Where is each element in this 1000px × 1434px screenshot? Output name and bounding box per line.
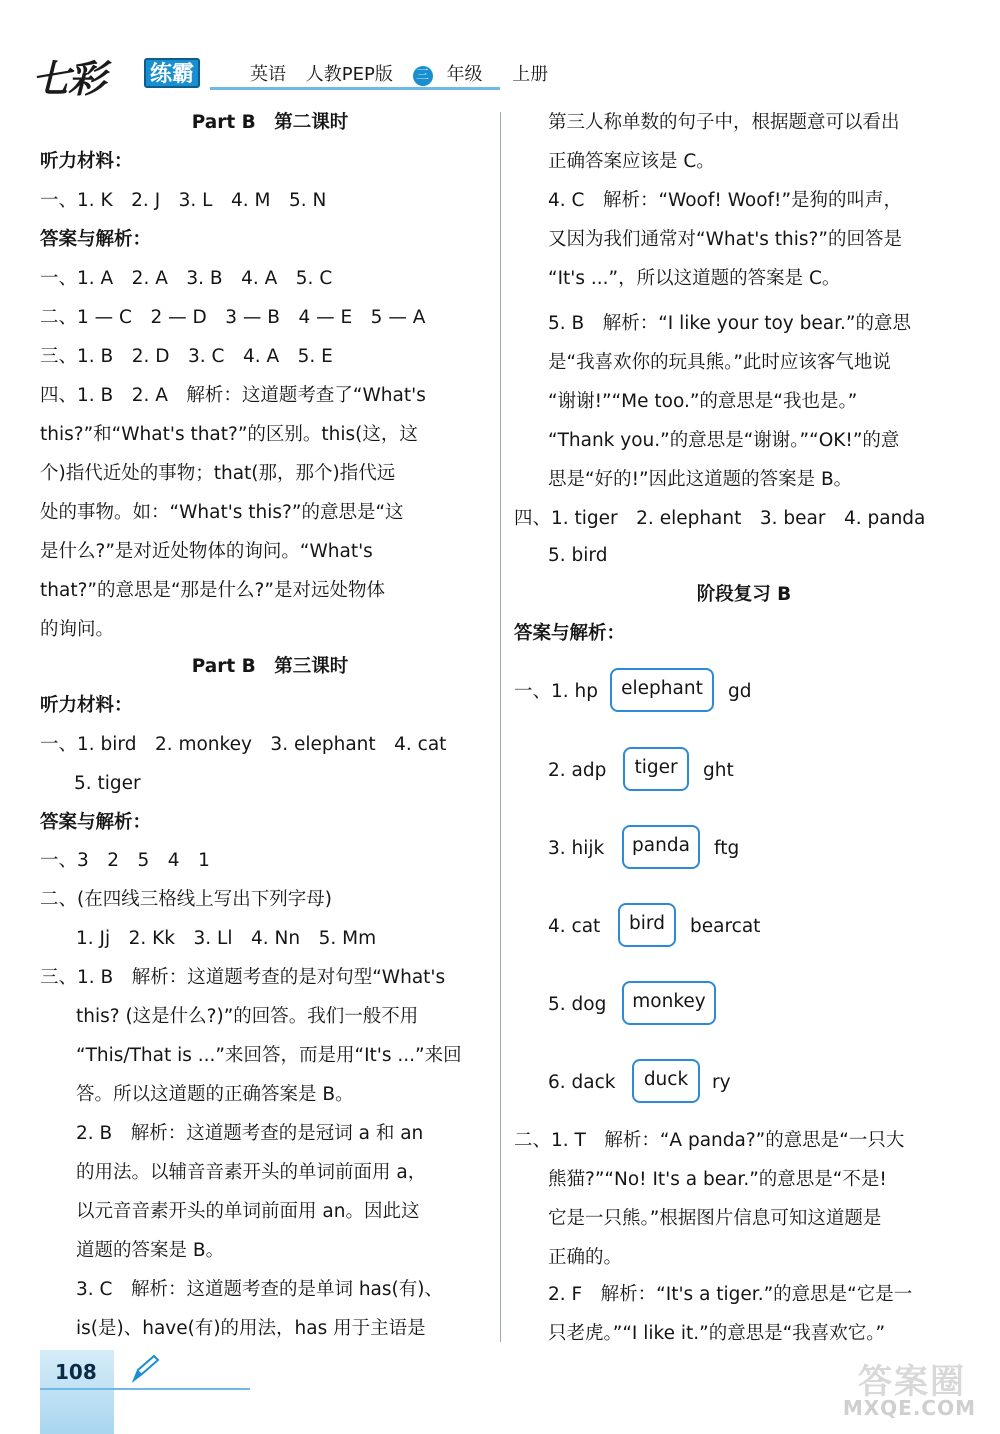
answer-box: tiger bbox=[623, 747, 689, 791]
answer-suffix: ght bbox=[703, 760, 734, 781]
section-label: 答案与解析： bbox=[40, 229, 152, 250]
answer-box: elephant bbox=[610, 668, 714, 712]
text-line: 是什么?”是对近处物体的询问。“What's bbox=[40, 541, 373, 562]
answer-suffix: ftg bbox=[714, 838, 740, 859]
answer-box: duck bbox=[632, 1059, 700, 1103]
grade-label: 年级 bbox=[446, 64, 483, 85]
text-line: 四、1. B 2. A 解析：这道题考查了“What's bbox=[40, 385, 426, 406]
logo bbox=[32, 48, 207, 101]
text-line: that?”的意思是“那是什么?”是对远处物体 bbox=[40, 580, 385, 601]
text-line: 正确的。 bbox=[548, 1247, 623, 1268]
text-line: 第三人称单数的句子中，根据题意可以看出 bbox=[548, 112, 900, 133]
subject-label: 英语 bbox=[250, 64, 286, 85]
text-line: 它是一只熊。”根据图片信息可知这道题是 bbox=[548, 1208, 882, 1229]
text-line: 一、1. bird 2. monkey 3. elephant 4. cat bbox=[40, 734, 447, 755]
answer-box: monkey bbox=[622, 981, 716, 1025]
answer-prefix: 一、1. hp bbox=[514, 681, 598, 702]
pencil-icon bbox=[128, 1352, 162, 1386]
text-line: 四、1. tiger 2. elephant 3. bear 4. panda bbox=[514, 508, 926, 529]
answer-box: panda bbox=[622, 825, 700, 869]
text-line: 一、3 2 5 4 1 bbox=[40, 850, 210, 871]
text-line: 三、1. B 解析：这道题考查的是对句型“What's bbox=[40, 967, 446, 988]
header-rule bbox=[210, 87, 500, 90]
text-line: “Thank you.”的意思是“谢谢。”“OK!”的意 bbox=[548, 430, 900, 451]
text-line: is(是)、have(有)的用法，has 用于主语是 bbox=[76, 1318, 426, 1339]
text-line: 的询问。 bbox=[40, 619, 115, 640]
text-line: this?”和“What's that?”的区别。this(这，这 bbox=[40, 424, 418, 445]
text-line: “谢谢!”“Me too.”的意思是“我也是。” bbox=[548, 391, 858, 412]
book-title bbox=[250, 60, 562, 86]
text-line: 三、1. B 2. D 3. C 4. A 5. E bbox=[40, 346, 333, 367]
volume-label: 上册 bbox=[512, 64, 549, 85]
text-line: 道题的答案是 B。 bbox=[76, 1240, 225, 1261]
watermark-logo bbox=[826, 1354, 976, 1426]
text-line: 的用法。以辅音音素开头的单词前面用 a， bbox=[76, 1162, 427, 1183]
answer-suffix: gd bbox=[728, 681, 752, 702]
section-heading: Part B 第三课时 bbox=[191, 656, 349, 677]
text-line: 3. C 解析：这道题考查的是单词 has(有)、 bbox=[76, 1279, 443, 1300]
text-line: 是“我喜欢你的玩具熊。”此时应该客气地说 bbox=[548, 352, 891, 373]
logo-box-text: 练霸 bbox=[144, 58, 200, 88]
text-line: 二、1. T 解析：“A panda?”的意思是“一只大 bbox=[514, 1130, 905, 1151]
answer-prefix: 4. cat bbox=[548, 916, 601, 937]
logo-main-text: 七彩 bbox=[32, 56, 105, 101]
text-line: 正确答案应该是 C。 bbox=[548, 151, 715, 172]
page-number: 108 bbox=[55, 1360, 97, 1384]
grade-badge: 三 bbox=[413, 66, 433, 86]
footer-rule bbox=[40, 1388, 250, 1390]
watermark-text: 答案圈 bbox=[858, 1362, 966, 1402]
text-line: 个)指代近处的事物；that(那，那个)指代远 bbox=[40, 463, 396, 484]
text-line: 只老虎。”“I like it.”的意思是“我喜欢它。” bbox=[548, 1323, 886, 1344]
text-line: 1. Jj 2. Kk 3. Ll 4. Nn 5. Mm bbox=[76, 928, 377, 949]
answer-suffix: bearcat bbox=[690, 916, 761, 937]
text-line: 熊猫?”“No! It's a bear.”的意思是“不是! bbox=[548, 1169, 887, 1190]
section-label: 答案与解析： bbox=[514, 623, 626, 644]
text-line: this? (这是什么?)”的回答。我们一般不用 bbox=[76, 1006, 419, 1027]
text-line: 一、1. K 2. J 3. L 4. M 5. N bbox=[40, 190, 327, 211]
answer-box: bird bbox=[618, 903, 676, 947]
text-line: “It's ...”，所以这道题的答案是 C。 bbox=[548, 268, 841, 289]
answer-prefix: 5. dog bbox=[548, 994, 607, 1015]
section-label: 听力材料： bbox=[40, 151, 133, 172]
answer-prefix: 3. hijk bbox=[548, 838, 605, 859]
section-label: 答案与解析： bbox=[40, 812, 152, 833]
text-line: 处的事物。如：“What's this?”的意思是“这 bbox=[40, 502, 404, 523]
text-line: 答。所以这道题的正确答案是 B。 bbox=[76, 1084, 354, 1105]
page-header bbox=[0, 0, 1000, 100]
section-heading: Part B 第二课时 bbox=[191, 112, 349, 133]
text-line: 5. B 解析：“I like your toy bear.”的意思 bbox=[548, 313, 911, 334]
text-line: 2. B 解析：这道题考查的是冠词 a 和 an bbox=[76, 1123, 424, 1144]
text-line: 4. C 解析：“Woof! Woof!”是狗的叫声， bbox=[548, 190, 903, 211]
text-line: 又因为我们通常对“What's this?”的回答是 bbox=[548, 229, 902, 250]
section-label: 听力材料： bbox=[40, 695, 133, 716]
text-line: 二、1 — C 2 — D 3 — B 4 — E 5 — A bbox=[40, 307, 426, 328]
text-line: 一、1. A 2. A 3. B 4. A 5. C bbox=[40, 268, 333, 289]
watermark-url: MXQE.COM bbox=[842, 1396, 976, 1420]
text-line: 5. tiger bbox=[74, 773, 141, 794]
column-divider bbox=[500, 112, 501, 1342]
text-line: “This/That is ...”来回答，而是用“It's ...”来回 bbox=[76, 1045, 462, 1066]
answer-prefix: 2. adp bbox=[548, 760, 607, 781]
answer-prefix: 6. dack bbox=[548, 1072, 616, 1093]
section-heading: 阶段复习 B bbox=[696, 584, 792, 605]
text-line: 思是“好的!”因此这道题的答案是 B。 bbox=[548, 469, 853, 490]
text-line: 以元音音素开头的单词前面用 an。因此这 bbox=[76, 1201, 420, 1222]
text-line: 2. F 解析：“It's a tiger.”的意思是“它是一 bbox=[548, 1284, 913, 1305]
text-line: 5. bird bbox=[548, 545, 608, 566]
answer-suffix: ry bbox=[712, 1072, 731, 1093]
edition-label: 人教PEP版 bbox=[305, 64, 393, 85]
text-line: 二、(在四线三格线上写出下列字母) bbox=[40, 889, 332, 910]
